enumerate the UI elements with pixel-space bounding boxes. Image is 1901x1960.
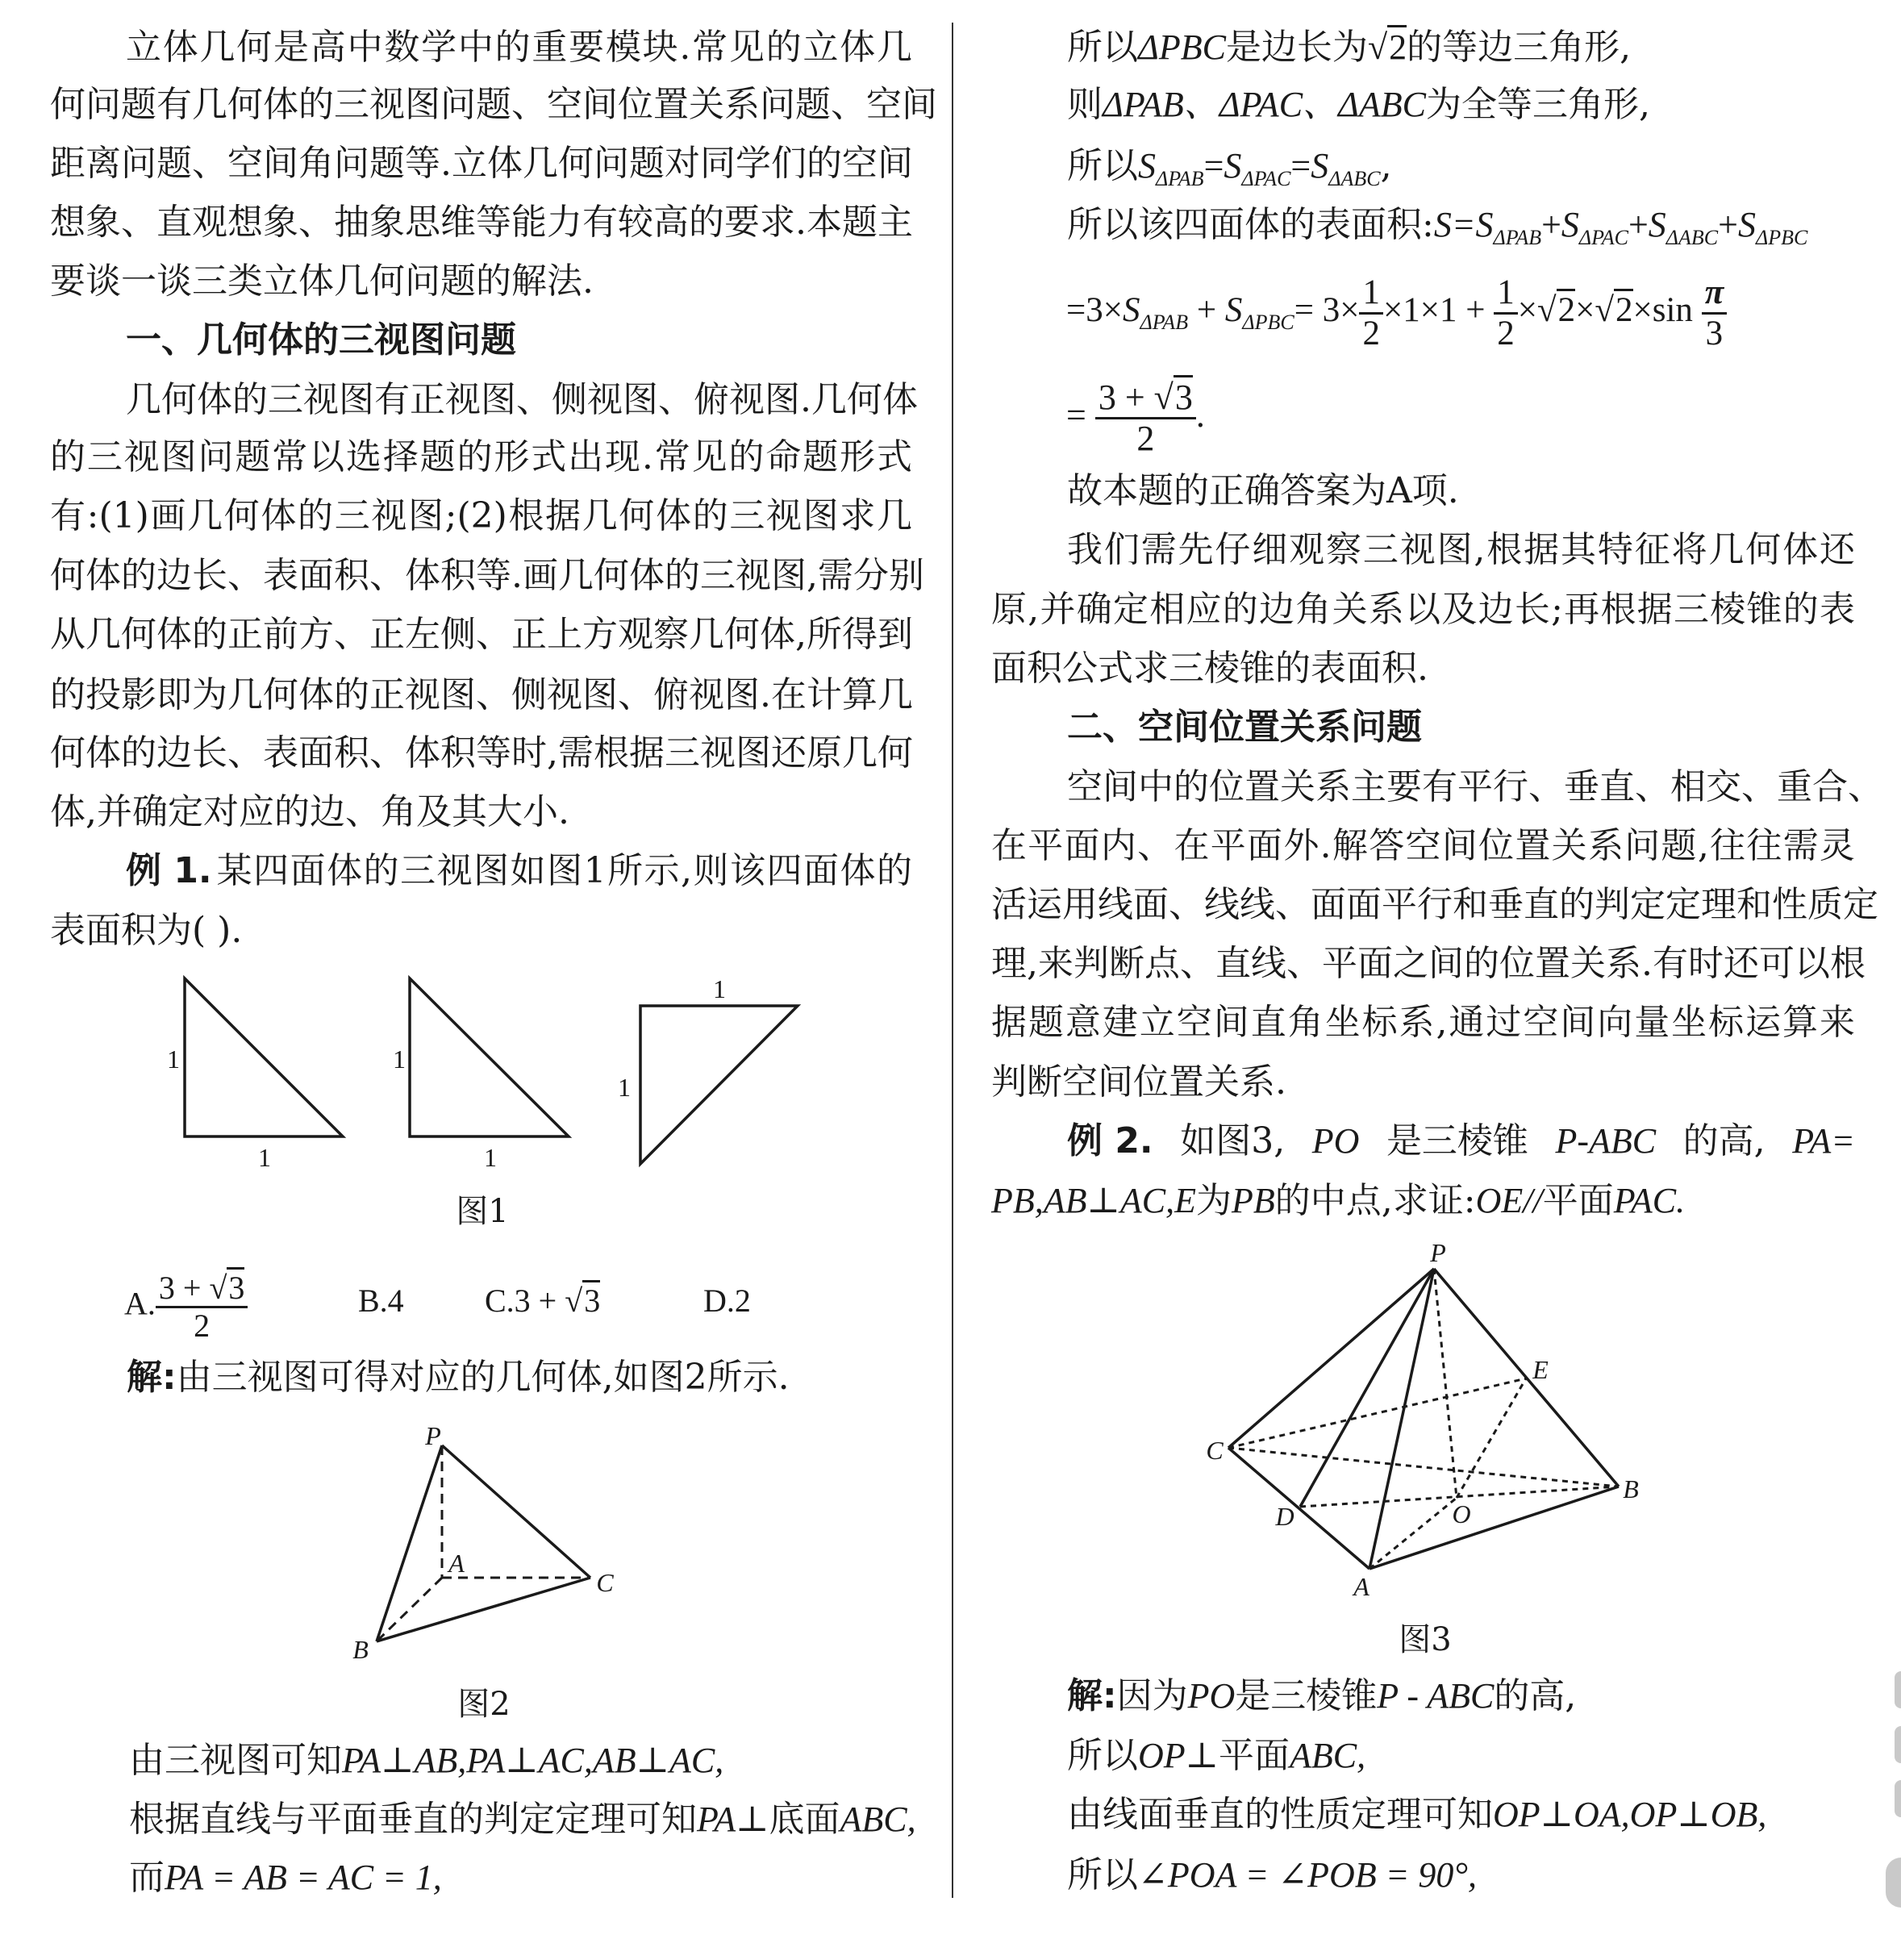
- math: PA⊥AB,PA⊥AC,AB⊥AC,: [342, 1741, 724, 1780]
- math-line: [1067, 25, 1631, 70]
- text: 的中点,求证:: [1274, 1180, 1476, 1221]
- fig3-label-D: D: [1275, 1502, 1294, 1531]
- option-c-label: C.3 +: [485, 1282, 565, 1319]
- radicand: 3: [1174, 375, 1193, 417]
- math: ABC,: [840, 1799, 916, 1839]
- math: S: [1737, 205, 1756, 244]
- equation-line: $=3\times S_{\Delta PAB} + S_{\Delta PBC}= 3\times$ $\frac{1}{2}$ ×1×1 + $\frac{1}{2}$ ×√2×√2×sin $\frac{\pi}{3}$: [1066, 266, 1727, 355]
- math: ×1×1 +: [1382, 291, 1495, 329]
- text: 是三棱锥: [1235, 1675, 1378, 1716]
- fig3-label-P: P: [1430, 1238, 1446, 1267]
- deduction-line: [129, 1797, 916, 1842]
- section-heading-2: 二、空间位置关系问题: [1067, 707, 1422, 748]
- paragraph-line: 据题意建立空间直角坐标系,通过空间向量坐标运算来: [991, 1002, 1855, 1043]
- text: 是三棱锥: [1386, 1120, 1528, 1161]
- paragraph-line: 有:(1)画几何体的三视图;(2)根据几何体的三视图求几: [50, 495, 912, 536]
- paragraph-line: 体,并确定对应的边、角及其大小.: [50, 791, 569, 832]
- paragraph-line: 在平面内、在平面外.解答空间位置关系问题,往往需灵: [991, 825, 1855, 866]
- intro-line: 要谈一谈三类立体几何问题的解法.: [50, 261, 594, 302]
- text: 的高,: [1494, 1675, 1577, 1716]
- edge-PC: [1228, 1269, 1434, 1448]
- radicand: 3: [227, 1267, 244, 1306]
- edge-PD: [1300, 1269, 1434, 1507]
- section-heading-1: 一、几何体的三视图问题: [126, 319, 516, 361]
- paragraph-line: 何体的边长、表面积、体积等时,需根据三视图还原几何: [50, 732, 913, 774]
- text: ,: [1380, 145, 1392, 186]
- text: 为: [1196, 1180, 1232, 1221]
- math: PB: [1232, 1181, 1275, 1220]
- solution-2-line: [1067, 1674, 1576, 1719]
- text: 为全等三角形,: [1425, 84, 1650, 125]
- side-view-triangle: [410, 978, 569, 1136]
- text: 的高,: [1682, 1120, 1766, 1161]
- math: ×: [1517, 291, 1538, 329]
- fig1-label: 1: [167, 1045, 180, 1074]
- numerator: 3 +: [1098, 377, 1154, 418]
- solution-2-line: [1067, 1853, 1477, 1898]
- subscript: ΔABC: [1665, 226, 1719, 249]
- math: ΔPAB、ΔPAC、ΔABC: [1103, 85, 1426, 124]
- subscript: ΔPAC: [1578, 226, 1628, 249]
- paragraph-line: 空间中的位置关系主要有平行、垂直、相交、重合、: [1067, 766, 1883, 807]
- text: 所以: [1067, 27, 1138, 68]
- math-line: [1067, 202, 1807, 248]
- sqrt: √2: [1368, 25, 1407, 67]
- edge-circle: [1895, 1726, 1901, 1763]
- option-a: [124, 1270, 248, 1344]
- solution-label: 解:: [127, 1357, 177, 1398]
- fig3-label-C: C: [1206, 1436, 1224, 1465]
- example-2-question-cont: [991, 1178, 1685, 1224]
- fig1-label: 1: [258, 1143, 271, 1172]
- example-2-label: 例 2.: [1067, 1120, 1153, 1161]
- edge-BC: [377, 1578, 590, 1641]
- plus: +: [1628, 205, 1649, 244]
- option-d: D.2: [703, 1282, 751, 1319]
- numerator: 3 +: [158, 1270, 210, 1306]
- text: 由线面垂直的性质定理可知: [1067, 1794, 1493, 1835]
- fraction: [1702, 273, 1727, 352]
- figure-1-three-views: [185, 974, 798, 1164]
- subscript: ΔABC: [1328, 167, 1381, 190]
- math: ×sin: [1632, 291, 1693, 329]
- intro-line: 何问题有几何体的三视图问题、空间位置关系问题、空间: [50, 84, 937, 125]
- paragraph-line: 原,并确定相应的边角关系以及边长;再根据三棱锥的表: [991, 589, 1855, 630]
- math: = 3×: [1294, 291, 1360, 329]
- math: P-ABC: [1555, 1121, 1657, 1161]
- edge-circle: [1895, 1671, 1901, 1708]
- denominator: 2: [194, 1307, 211, 1344]
- math: ΔPBC: [1138, 27, 1226, 67]
- hidden-AO: [1369, 1498, 1457, 1569]
- solution-2-line: [1067, 1733, 1365, 1779]
- text: 底面: [769, 1799, 840, 1840]
- math: P - ABC: [1377, 1676, 1495, 1716]
- column-divider: [952, 23, 953, 1898]
- example-1-question-cont: 表面积为( ).: [50, 910, 243, 951]
- intro-line: 立体几何是高中数学中的重要模块.常见的立体几: [126, 27, 912, 68]
- paragraph-line: 的三视图问题常以选择题的形式出现.常见的命题形式: [50, 436, 912, 477]
- denominator: 2: [1362, 314, 1380, 352]
- math: S: [1475, 205, 1494, 244]
- intro-line: 距离问题、空间角问题等.立体几何问题对同学们的空间: [50, 143, 913, 184]
- denominator: 3: [1705, 314, 1724, 352]
- math: PA⊥: [697, 1799, 769, 1839]
- example-1-question: [126, 849, 912, 894]
- edge-circle: [1886, 1858, 1901, 1908]
- text: 则: [1067, 84, 1103, 125]
- math: S: [1224, 146, 1242, 186]
- fig3-label-A: A: [1353, 1572, 1369, 1601]
- intro-line: 想象、直观想象、抽象思维等能力有较高的要求.本题主: [50, 202, 913, 243]
- solution-label: 解:: [1067, 1675, 1117, 1716]
- paragraph-line: 我们需先仔细观察三视图,根据其特征将几何体还: [1067, 529, 1855, 570]
- text: .: [1195, 395, 1205, 435]
- numerator: 1: [1494, 273, 1518, 314]
- edge-PB: [377, 1445, 442, 1641]
- text: 由三视图可知: [129, 1740, 342, 1781]
- fig3-label-O: O: [1452, 1499, 1471, 1528]
- numerator: π: [1702, 273, 1727, 314]
- subscript: ΔPAB: [1493, 226, 1542, 249]
- math: =3×: [1066, 291, 1124, 329]
- paragraph-line: 从几何体的正前方、正左侧、正上方观察几何体,所得到: [50, 614, 913, 655]
- fig2-label-B: B: [352, 1635, 369, 1664]
- edge-AB: [1369, 1487, 1619, 1569]
- fig1-label: 1: [393, 1045, 406, 1074]
- hidden-CB: [1228, 1448, 1619, 1487]
- math: +: [1188, 291, 1225, 329]
- text: 根据直线与平面垂直的判定定理可知: [129, 1799, 697, 1840]
- math: PA=: [1792, 1121, 1855, 1161]
- paragraph-line: 的投影即为几何体的正视图、侧视图、俯视图.在计算几: [50, 674, 913, 715]
- option-c: C.3 + √3: [485, 1281, 600, 1321]
- text: 如图3,: [1180, 1120, 1286, 1161]
- text: 所以: [1067, 145, 1138, 186]
- paragraph-line: 几何体的三视图有正视图、侧视图、俯视图.几何体: [126, 379, 918, 420]
- math: ∠POA = ∠POB = 90°,: [1138, 1855, 1477, 1895]
- text: 的等边三角形,: [1407, 27, 1632, 68]
- text: 所以: [1067, 1735, 1138, 1776]
- subscript: ΔPAC: [1241, 167, 1291, 190]
- equals: =: [1290, 146, 1311, 186]
- hidden-PO: [1434, 1269, 1457, 1498]
- example-1-label: 例 1.: [126, 850, 212, 891]
- fig3-label-E: E: [1532, 1355, 1549, 1384]
- fig2-label-P: P: [425, 1421, 441, 1450]
- hidden-OE: [1457, 1378, 1526, 1498]
- example-1-text: 某四面体的三视图如图1所示,则该四面体的: [216, 850, 912, 891]
- subscript: ΔPAB: [1140, 311, 1189, 334]
- math: S=: [1433, 205, 1476, 244]
- hidden-edge-AB: [377, 1578, 442, 1641]
- answer-line: 故本题的正确答案为A项.: [1067, 470, 1459, 511]
- numerator: 1: [1359, 273, 1383, 314]
- math: S: [1561, 205, 1579, 244]
- math-line: [1067, 82, 1650, 127]
- plus: +: [1718, 205, 1738, 244]
- deduction-line: [129, 1855, 442, 1900]
- fraction: [1494, 273, 1518, 352]
- edge-circle: [1895, 1780, 1901, 1817]
- edge-PB: [1434, 1269, 1619, 1487]
- math: S: [1648, 205, 1666, 244]
- text: 平面: [1219, 1735, 1290, 1776]
- top-view-triangle: [640, 1006, 798, 1164]
- text: 所以: [1067, 1854, 1138, 1895]
- math: ×: [1575, 291, 1595, 329]
- denominator: 2: [1136, 419, 1155, 459]
- subscript: ΔPAB: [1156, 167, 1204, 190]
- fig2-label-C: C: [596, 1568, 614, 1597]
- math: PO: [1311, 1121, 1360, 1161]
- math: S: [1311, 146, 1329, 186]
- math: ABC,: [1290, 1736, 1366, 1775]
- figure-3-caption: 图3: [1399, 1621, 1452, 1658]
- paragraph-line: 面积公式求三棱锥的表面积.: [991, 648, 1428, 689]
- edge-CA: [1228, 1448, 1369, 1569]
- math: OP⊥OA,OP⊥OB,: [1493, 1795, 1767, 1834]
- figure-2-tetrahedron: [377, 1445, 590, 1641]
- math: OE//: [1475, 1181, 1543, 1220]
- plus: +: [1541, 205, 1561, 244]
- option-b: B.4: [358, 1282, 404, 1319]
- paragraph-line: 何体的边长、表面积、体积等.画几何体的三视图,需分别: [50, 555, 924, 596]
- radicand: 2: [1387, 25, 1407, 67]
- solution-text: 由三视图可得对应的几何体,如图2所示.: [176, 1357, 790, 1398]
- math: OP⊥: [1138, 1736, 1219, 1775]
- text: 因为: [1116, 1675, 1188, 1716]
- paragraph-line: 理,来判断点、直线、平面之间的位置关系.有时还可以根: [991, 943, 1866, 984]
- text: 平面: [1542, 1180, 1614, 1221]
- option-a-label: A.: [124, 1285, 156, 1322]
- fig1-label: 1: [618, 1073, 631, 1102]
- math: S: [1123, 291, 1140, 329]
- figure-1-caption: 图1: [456, 1193, 509, 1230]
- front-view-triangle: [185, 978, 343, 1136]
- denominator: 2: [1497, 314, 1515, 352]
- fig2-label-A: A: [448, 1549, 465, 1578]
- hidden-CE: [1228, 1378, 1526, 1448]
- subscript: ΔPBC: [1242, 311, 1294, 334]
- edge-PA: [1369, 1269, 1434, 1569]
- math: S: [1138, 146, 1156, 186]
- math: S: [1224, 291, 1243, 329]
- figure-2-caption: 图2: [457, 1686, 511, 1723]
- math: PO: [1187, 1676, 1236, 1716]
- solution-2-line: [1067, 1792, 1766, 1837]
- option-a-fraction: $\frac{3 + √3}{2}$: [156, 1270, 248, 1344]
- math-line: [1067, 144, 1392, 189]
- text: 而: [129, 1857, 165, 1898]
- radicand: 2: [1557, 289, 1576, 329]
- solution-1-intro: [127, 1355, 790, 1400]
- radicand: 2: [1614, 289, 1633, 329]
- equals: =: [1066, 395, 1086, 435]
- fig1-label: 1: [713, 974, 726, 1003]
- fraction: $\frac{3 + √3}{2}$: [1095, 378, 1196, 459]
- fig3-label-B: B: [1623, 1474, 1639, 1503]
- text: 是边长为: [1225, 27, 1368, 68]
- example-2-question: [1067, 1119, 1855, 1164]
- equals: =: [1203, 146, 1224, 186]
- paragraph-line: 活运用线面、线线、面面平行和垂直的判定定理和性质定: [991, 884, 1878, 925]
- math: PB,AB⊥AC,E: [991, 1181, 1196, 1220]
- equation-result: [1066, 371, 1205, 460]
- fig1-label: 1: [484, 1143, 497, 1172]
- radicand: 3: [582, 1280, 600, 1319]
- subscript: ΔPBC: [1755, 226, 1808, 249]
- text: 所以该四面体的表面积:: [1067, 204, 1434, 245]
- deduction-line: [129, 1738, 723, 1783]
- math: PAC.: [1613, 1181, 1686, 1220]
- paragraph-line: 判断空间位置关系.: [991, 1061, 1286, 1103]
- math: PA = AB = AC = 1,: [165, 1858, 442, 1897]
- fraction: [1359, 273, 1383, 352]
